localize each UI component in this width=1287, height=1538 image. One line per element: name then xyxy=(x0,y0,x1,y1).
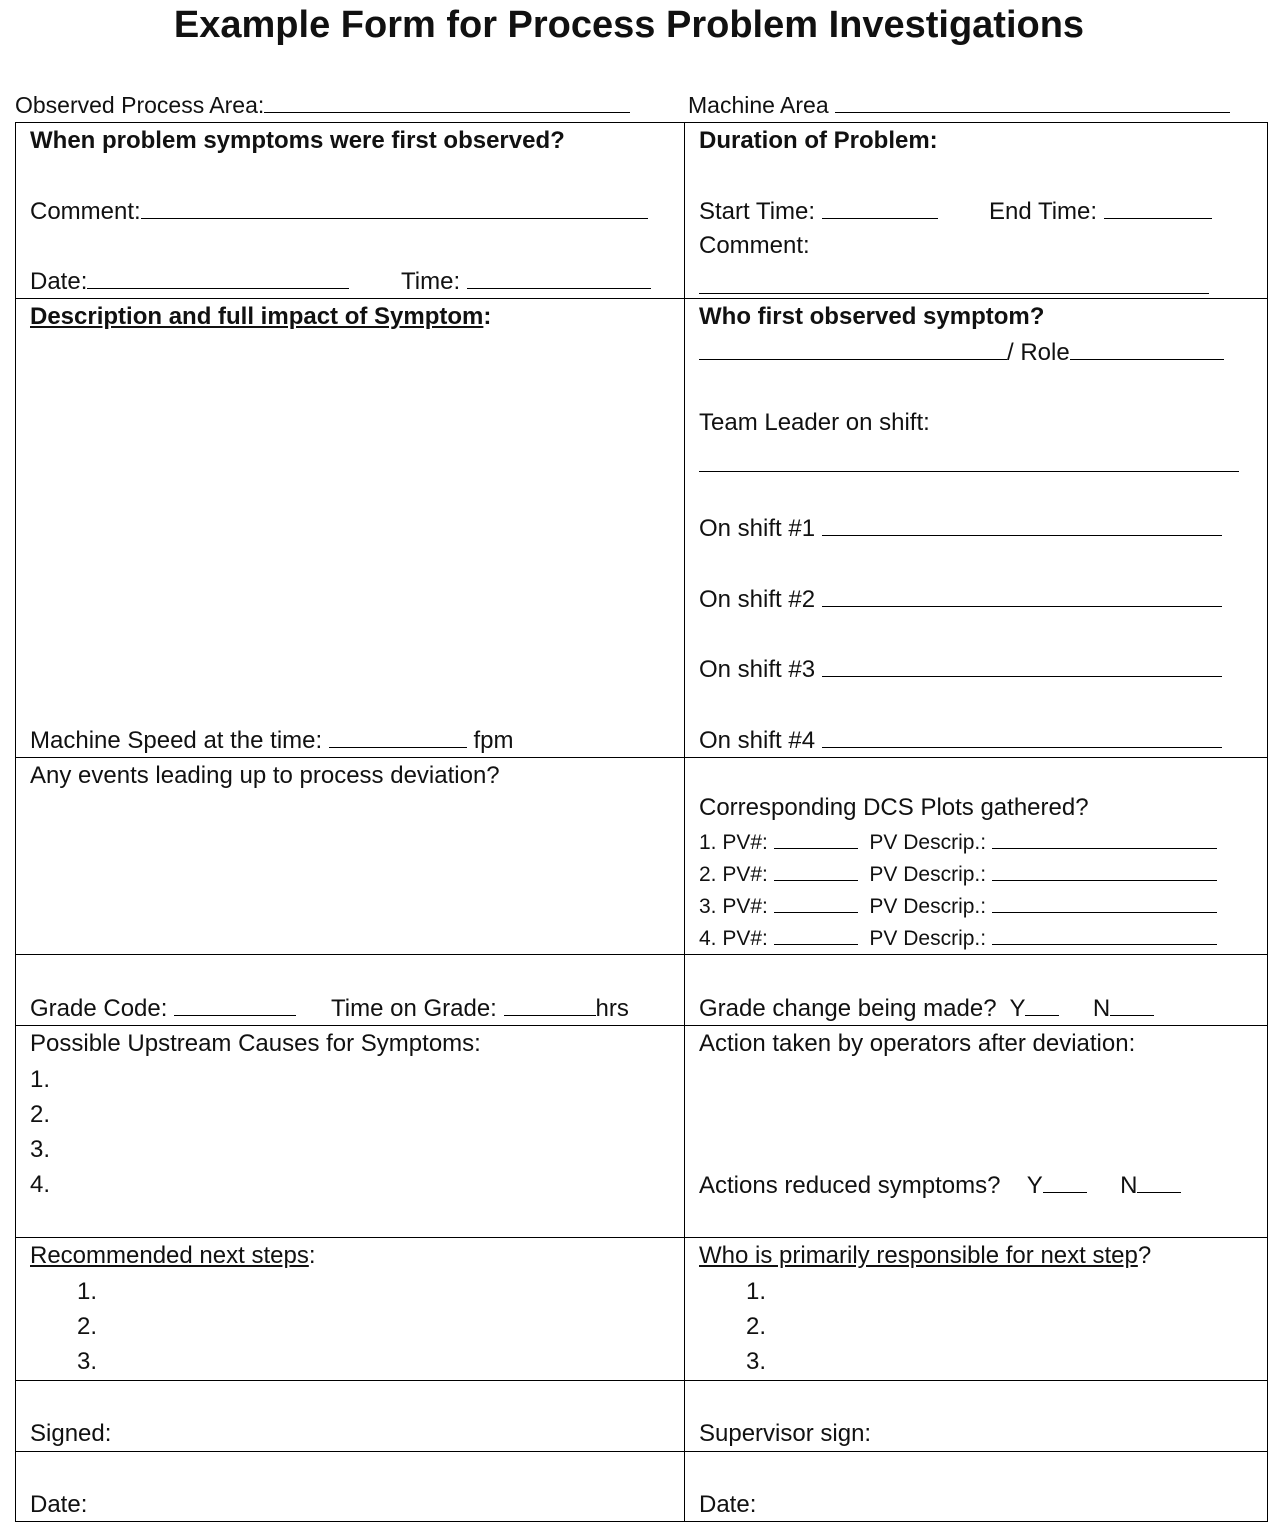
team-leader-label: Team Leader on shift: xyxy=(699,409,930,436)
shift-3-field[interactable] xyxy=(699,654,1222,685)
grade-change-field[interactable]: Grade change being made? Y N xyxy=(699,993,1154,1024)
machine-area-field[interactable] xyxy=(688,90,1230,119)
actions-reduced-field[interactable]: Actions reduced symptoms? Y N xyxy=(699,1170,1181,1201)
shift-2-field[interactable] xyxy=(699,584,1222,615)
duration-heading: Duration of Problem: xyxy=(699,127,938,154)
who-observed-heading: Who first observed symptom? xyxy=(699,303,1045,330)
machine-speed-label: Machine Speed at the time: xyxy=(30,727,323,754)
list-item: 2. xyxy=(30,1101,51,1128)
shift-4-field[interactable] xyxy=(699,725,1222,756)
dcs-row[interactable]: 3. PV#: PV Descrip.: xyxy=(699,893,1217,920)
shift-1-label: On shift #1 xyxy=(699,515,816,542)
time-label: Time: xyxy=(401,268,461,295)
list-item: 3. xyxy=(77,1348,98,1375)
first-observed-date-field[interactable] xyxy=(30,266,349,297)
row-divider xyxy=(15,1025,1268,1026)
grade-change-label: Grade change being made? xyxy=(699,995,997,1022)
list-item: 2. xyxy=(746,1313,767,1340)
row-divider xyxy=(15,298,1268,299)
shift-3-label: On shift #3 xyxy=(699,656,816,683)
row-divider xyxy=(15,1380,1268,1381)
dcs-row[interactable]: 2. PV#: PV Descrip.: xyxy=(699,861,1217,888)
duration-comment-label: Comment: xyxy=(699,232,810,259)
machine-speed-field[interactable] xyxy=(30,725,514,756)
shift-4-label: On shift #4 xyxy=(699,727,816,754)
list-item: 2. xyxy=(77,1313,98,1340)
row-divider xyxy=(15,1237,1268,1238)
start-time-label: Start Time: xyxy=(699,198,816,225)
list-item: 3. xyxy=(30,1136,51,1163)
dcs-row[interactable]: 1. PV#: PV Descrip.: xyxy=(699,829,1217,856)
time-on-grade-field[interactable] xyxy=(331,993,629,1024)
list-item: 3. xyxy=(746,1348,767,1375)
team-leader-line[interactable] xyxy=(699,471,1239,472)
next-steps-heading: Recommended next steps: xyxy=(30,1242,316,1269)
hrs-unit: hrs xyxy=(595,995,629,1022)
shift-1-field[interactable] xyxy=(699,513,1222,544)
description-heading: Description and full impact of Symptom: xyxy=(30,303,492,330)
shift-2-label: On shift #2 xyxy=(699,586,816,613)
list-item: 4. xyxy=(30,1171,51,1198)
row-divider xyxy=(15,1451,1268,1452)
observed-process-area-field[interactable] xyxy=(15,90,630,119)
row-divider xyxy=(15,954,1268,955)
fpm-unit: fpm xyxy=(473,727,514,754)
upstream-heading: Possible Upstream Causes for Symptoms: xyxy=(30,1030,481,1057)
supervisor-date-label: Date: xyxy=(699,1491,757,1518)
comment-label: Comment: xyxy=(30,198,141,225)
signed-label: Signed: xyxy=(30,1420,112,1447)
time-on-grade-label: Time on Grade: xyxy=(331,995,497,1022)
date-label: Date: xyxy=(30,268,88,295)
action-heading: Action taken by operators after deviation: xyxy=(699,1030,1136,1057)
first-observed-comment-field[interactable] xyxy=(30,196,648,227)
list-item: 1. xyxy=(77,1278,98,1305)
dcs-row[interactable]: 4. PV#: PV Descrip.: xyxy=(699,925,1217,952)
list-item: 1. xyxy=(746,1278,767,1305)
page-title: Example Form for Process Problem Investigations xyxy=(173,4,1085,46)
list-item: 1. xyxy=(30,1066,51,1093)
observed-process-area-label: Observed Process Area: xyxy=(15,92,265,118)
first-observed-time-field[interactable] xyxy=(401,266,651,297)
responsible-heading: Who is primarily responsible for next step? xyxy=(699,1242,1152,1269)
first-observed-heading: When problem symptoms were first observed? xyxy=(30,127,565,154)
role-label: / Role xyxy=(1007,339,1070,366)
description-heading-text: Description and full impact of Symptom xyxy=(30,303,484,330)
end-time-field[interactable] xyxy=(989,196,1212,227)
start-time-field[interactable] xyxy=(699,196,938,227)
dcs-heading: Corresponding DCS Plots gathered? xyxy=(699,794,1089,821)
grade-code-label: Grade Code: xyxy=(30,995,168,1022)
observer-role-field[interactable] xyxy=(699,337,1224,368)
end-time-label: End Time: xyxy=(989,198,1098,225)
signature-date-label: Date: xyxy=(30,1491,88,1518)
events-heading: Any events leading up to process deviation? xyxy=(30,762,500,789)
supervisor-sign-label: Supervisor sign: xyxy=(699,1420,872,1447)
row-divider xyxy=(15,757,1268,758)
machine-area-label: Machine Area xyxy=(688,92,829,118)
actions-reduced-label: Actions reduced symptoms? xyxy=(699,1172,1001,1199)
grade-code-field[interactable] xyxy=(30,993,296,1024)
duration-comment-line[interactable] xyxy=(699,293,1209,294)
column-divider xyxy=(684,122,685,1522)
